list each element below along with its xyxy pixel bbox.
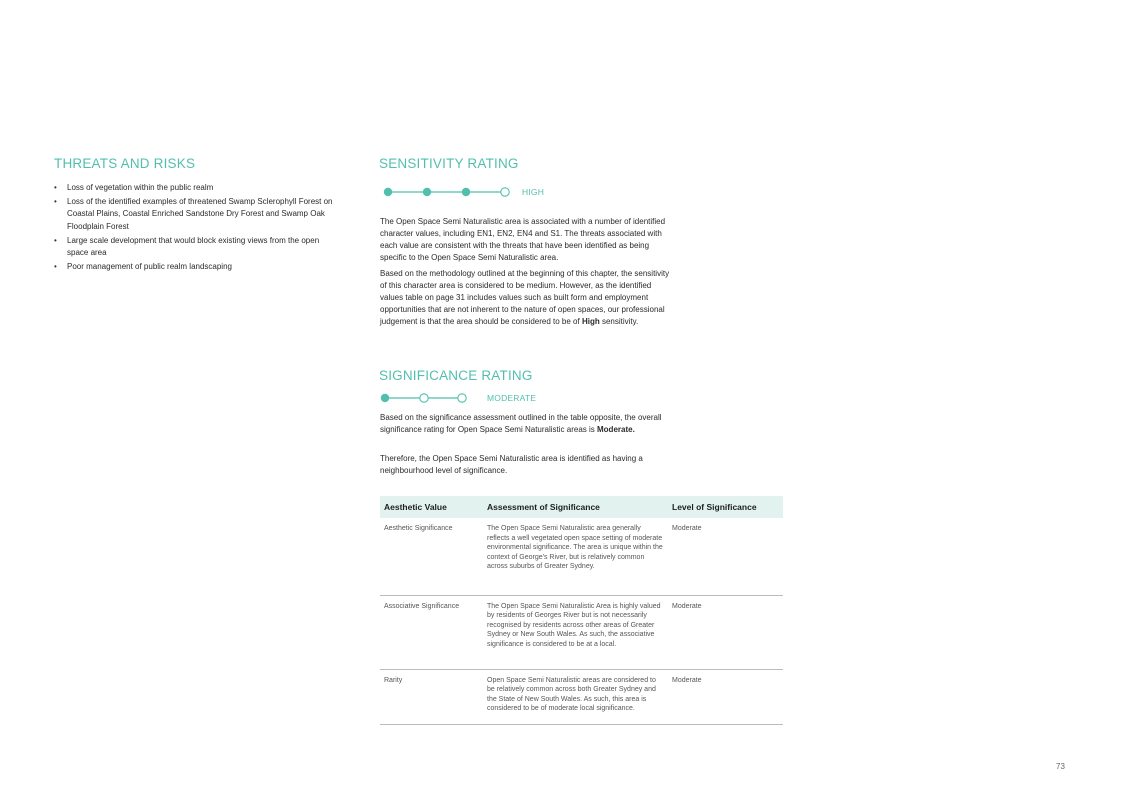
significance-paragraph-1-text: Based on the significance assessment outlined in the table opposite, the overall significance rating for Open Space Semi Naturalistic areas is [380, 413, 662, 434]
significance-paragraph-2: Therefore, the Open Space Semi Naturalistic area is identified as having a neighbourhood level of significance. [380, 454, 643, 475]
list-item: • Large scale development that would block existing views from the open space area [54, 235, 339, 259]
table-cell-value: Rarity [380, 669, 483, 724]
rating-dot-filled [423, 188, 431, 196]
rating-dot-filled [462, 188, 470, 196]
table-cell-level: Moderate [668, 669, 783, 724]
rating-dot-empty [501, 188, 509, 196]
sensitivity-heading: SENSITIVITY RATING [379, 156, 519, 171]
table-cell-assessment: Open Space Semi Naturalistic areas are considered to be relatively common across both Greater Sydney and the State of New South Wales. As such, this area is considered to be of moderate local significance. [483, 669, 668, 724]
sensitivity-paragraph-2-end: sensitivity. [601, 317, 639, 326]
significance-paragraph-1 [380, 412, 662, 436]
table-cell-assessment: The Open Space Semi Naturalistic area generally reflects a well vegetated open space setting of moderate environmental significance. The area is unique within the context of George's River, but is relatively common across suburbs of Greater Sydney. [483, 518, 668, 595]
table-cell-level: Moderate [668, 518, 783, 595]
table-row [380, 595, 783, 669]
threats-heading: THREATS AND RISKS [54, 156, 196, 171]
table-row [380, 518, 783, 595]
list-item: • Poor management of public realm landscaping [54, 261, 339, 273]
sensitivity-paragraph-2-text: Based on the methodology outlined at the beginning of this chapter, the sensitivity of this character area is considered to be medium. However, as the identified values table on page 31 includes values such as built form and employment opportunities that are not inherent to the nature of open spaces, our professional judgement is that the area should be considered to be of [380, 269, 670, 326]
list-item: • Loss of vegetation within the public realm [54, 182, 339, 194]
table-cell-level: Moderate [668, 595, 783, 669]
significance-table [380, 496, 783, 725]
table-header-cell: Assessment of Significance [483, 496, 668, 518]
table-header-cell: Aesthetic Value [380, 496, 483, 518]
significance-level-bold: Moderate. [597, 425, 635, 434]
rating-dot-empty [420, 394, 428, 402]
rating-dot-filled [384, 188, 392, 196]
sensitivity-rating-label: HIGH [522, 187, 545, 197]
table-cell-value: Associative Significance [380, 595, 483, 669]
table-header-cell: Level of Significance [668, 496, 783, 518]
table-row [380, 669, 783, 724]
significance-rating-label: MODERATE [487, 393, 537, 403]
sensitivity-paragraph-2 [380, 268, 676, 328]
list-item: • Loss of the identified examples of threatened Swamp Sclerophyll Forest on Coastal Plains, Coastal Enriched Sandstone Dry Forest and Swamp Oak Floodplain Forest [54, 196, 339, 233]
significance-heading: SIGNIFICANCE RATING [379, 368, 533, 383]
threats-list [54, 182, 339, 275]
rating-dot-filled [381, 394, 389, 402]
sensitivity-rating-indicator [383, 186, 515, 198]
sensitivity-level-bold: High [581, 317, 600, 326]
rating-dot-empty [458, 394, 466, 402]
significance-rating-indicator [380, 392, 472, 404]
table-cell-value: Aesthetic Significance [380, 518, 483, 595]
table-header-row [380, 496, 783, 518]
table-cell-assessment: The Open Space Semi Naturalistic Area is highly valued by residents of Georges River but is not necessarily recognised by residents across other areas of Greater Sydney or New South Wales. As such, the associative significance is considered to be at a local. [483, 595, 668, 669]
page-number: 73 [1056, 762, 1065, 771]
sensitivity-paragraph-1: The Open Space Semi Naturalistic area is associated with a number of identified character values, including EN1, EN2, EN4 and S1. The threats associated with each value are consistent with the threats that have been identified as being specific to the Open Space Semi Naturalistic area. [380, 217, 666, 262]
